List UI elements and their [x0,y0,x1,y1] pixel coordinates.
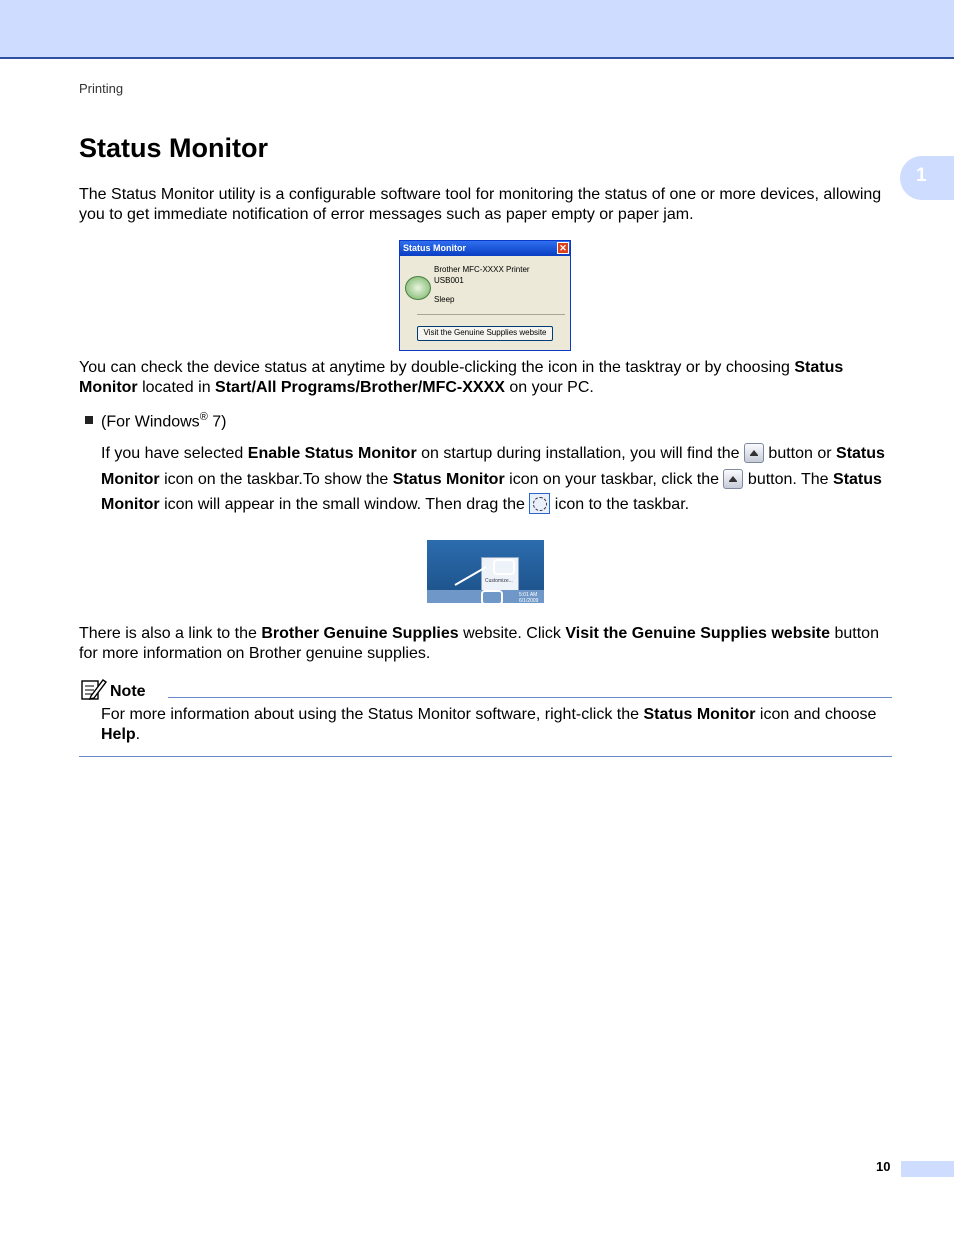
dialog-divider [417,314,565,315]
note-pencil-icon [81,677,107,701]
chapter-tab [900,156,954,200]
bullet-square-icon [85,416,93,424]
dialog-device: Brother MFC-XXXX Printer [434,265,530,274]
check-paragraph: You can check the device status at anytime by double-clicking the icon in the tasktray or by choosing Status Monitor located in Start/All Programs/Brother/MFC-XXXX on your PC. [79,359,844,396]
page-title: Status Monitor [79,133,268,163]
note-divider [168,697,892,698]
genuine-supplies-button: Visit the Genuine Supplies website [417,326,553,341]
printer-icon [405,276,431,300]
taskbar-screenshot [427,540,544,603]
highlight-ring [493,559,515,575]
bullet-windows7: (For Windows® 7) [85,411,226,431]
taskbar-clock: 5:01 AM 6/1/2009 [519,592,539,603]
status-monitor-icon [529,493,550,514]
customize-link: Customize... [485,578,513,584]
dialog-titlebar [400,241,570,256]
note-bottom-divider [79,756,892,757]
note-label: Note [110,683,146,700]
chapter-number: 1 [916,165,927,186]
intro-paragraph: The Status Monitor utility is a configurable software tool for monitoring the status of one or more devices, allowing you to get immediate notification of error messages such as paper empty or paper jam. [79,186,882,223]
show-hidden-icons-button-icon [744,443,764,463]
page-number-tab [901,1161,954,1177]
close-icon: ✕ [557,242,569,254]
status-monitor-dialog-screenshot [399,240,571,351]
dialog-title: Status Monitor [403,243,466,253]
breadcrumb: Printing [79,81,124,96]
dialog-status: Sleep [434,295,455,304]
header-band [0,0,954,59]
page-number: 10 [876,1159,891,1174]
show-hidden-icons-button-icon [723,469,743,489]
win7-paragraph: If you have selected Enable Status Monitor on startup during installation, you will find the button or Status Monitor icon on the taskbar.To show the Status Monitor icon on your taskbar, click the button. The Status Monitor icon will appear in the small window. Then drag the icon to the taskbar. [101,445,885,513]
supplies-paragraph: There is also a link to the Brother Genuine Supplies website. Click Visit the Genuine Supplies website button for more information on Brother genuine supplies. [79,625,879,662]
highlight-ring [481,590,503,603]
dialog-port: USB001 [434,276,464,285]
note-text: For more information about using the Status Monitor software, right-click the Status Monitor icon and choose Help. [101,706,877,743]
